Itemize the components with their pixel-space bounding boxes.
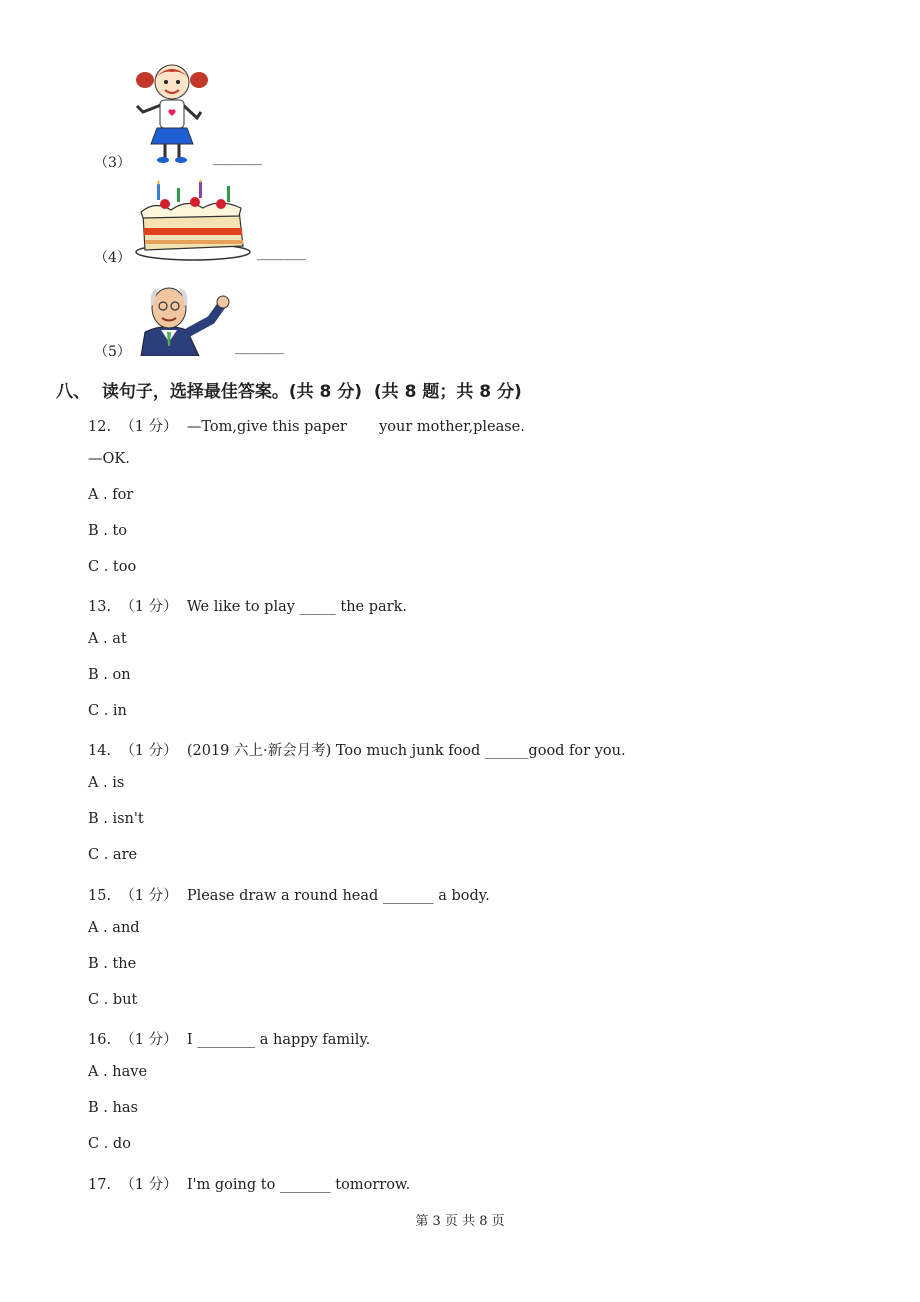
question-13-option-a[interactable]: A . at	[88, 631, 127, 647]
question-13-text: 13. （1 分） We like to play _____ the park.	[88, 599, 407, 615]
question-16-option-c[interactable]: C . do	[88, 1136, 131, 1152]
girl-illustration	[133, 60, 213, 166]
question-12-text: 12. （1 分） —Tom,give this paper your mother,please.	[88, 419, 525, 435]
question-15-option-c[interactable]: C . but	[88, 992, 138, 1008]
answer-blank[interactable]: ________	[213, 150, 261, 166]
old-man-illustration	[135, 280, 231, 356]
question-14-option-b[interactable]: B . isn't	[88, 811, 144, 827]
question-15-option-b[interactable]: B . the	[88, 956, 137, 972]
section-heading: 八、 读句子，选择最佳答案。(共 8 分) (共 8 题；共 8 分)	[56, 382, 522, 402]
item-number: （5）	[94, 344, 131, 360]
question-12-option-b[interactable]: B . to	[88, 523, 128, 539]
question-12-followup: —OK.	[88, 451, 130, 467]
question-16-text: 16. （1 分） I ________ a happy family.	[88, 1032, 371, 1048]
question-12-option-c[interactable]: C . too	[88, 559, 137, 575]
question-12-option-a[interactable]: A . for	[88, 487, 134, 503]
item-number: （3）	[94, 155, 131, 171]
question-16-option-a[interactable]: A . have	[88, 1064, 148, 1080]
question-15-option-a[interactable]: A . and	[88, 920, 140, 936]
question-13-option-b[interactable]: B . on	[88, 667, 131, 683]
birthday-cake-illustration	[135, 180, 253, 262]
question-14-option-a[interactable]: A . is	[88, 775, 125, 791]
page-footer: 第 3 页 共 8 页	[415, 1214, 505, 1229]
question-13-option-c[interactable]: C . in	[88, 703, 127, 719]
answer-blank[interactable]: ________	[235, 339, 283, 355]
answer-blank[interactable]: ________	[257, 245, 305, 261]
question-14-option-c[interactable]: C . are	[88, 847, 138, 863]
question-14-text: 14. （1 分） (2019 六上·新会月考) Too much junk food ______good for you.	[88, 743, 626, 759]
item-number: （4）	[94, 250, 131, 266]
question-17-text: 17. （1 分） I'm going to _______ tomorrow.	[88, 1177, 411, 1193]
question-15-text: 15. （1 分） Please draw a round head _______ a body.	[88, 888, 490, 904]
question-16-option-b[interactable]: B . has	[88, 1100, 138, 1116]
